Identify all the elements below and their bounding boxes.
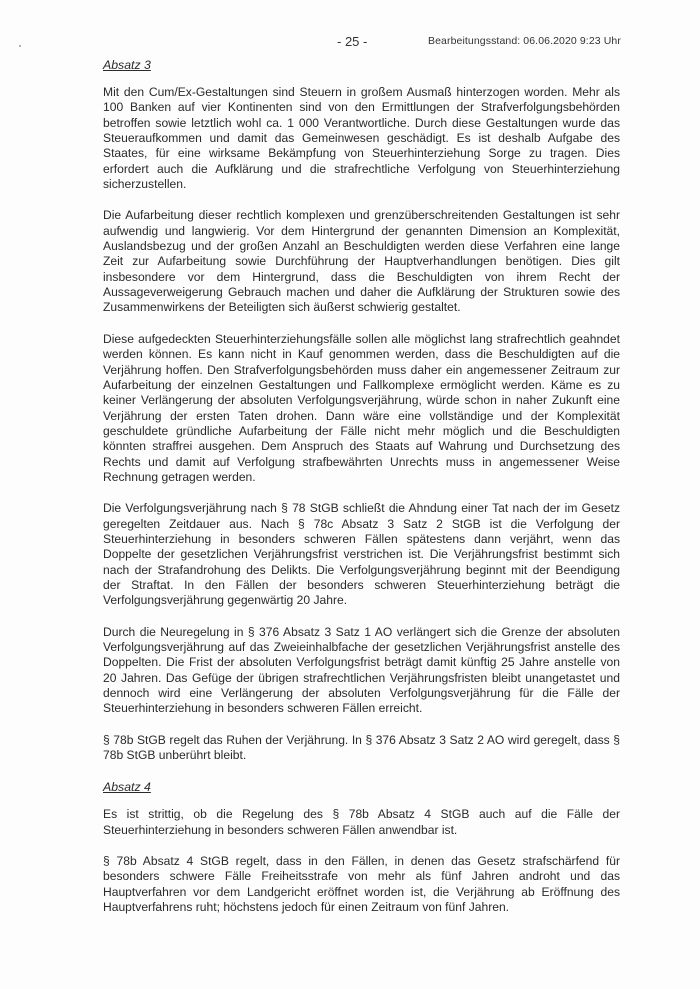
revision-status: Bearbeitungsstand: 06.06.2020 9:23 Uhr [428, 35, 621, 47]
paragraph: Durch die Neuregelung in § 376 Absatz 3 Satz 1 AO verlängert sich die Grenze der absoluten Verfolgungsverjährung auf das Zweieinhalbfache der gesetzlichen Verjährungsfrist anstelle des Doppelten. Die Frist der absoluten Verfolgungsfrist beträgt damit künftig 25 Jahre anstelle von 20 Jahren. Das Gefüge der übrigen strafrechtlichen Verjährungsfristen bleibt unangetastet und dennoch wird eine Verlängerung der absoluten Verfolgungsverjährung für die Fälle der Steuerhinterziehung in besonders schweren Fällen erreicht. [103, 624, 620, 716]
paragraph: Es ist strittig, ob die Regelung des § 78b Absatz 4 StGB auch auf die Fälle der Steuerhinterziehung in besonders schweren Fällen anwendbar ist. [103, 807, 620, 837]
section-heading-absatz-3: Absatz 3 [103, 58, 151, 72]
scan-speck [19, 45, 21, 47]
paragraph: Diese aufgedeckten Steuerhinterziehungsfälle sollen alle möglichst lang strafrechtlich geahndet werden können. Es kann nicht in Kauf genommen werden, dass die Beschuldigten auf die Verjährung hoffen. Den Strafverfolgungsbehörden muss daher ein angemessener Zeitraum zur Aufarbeitung der einzelnen Gestaltungen und Fallkomplexe ermöglicht werden. Käme es zu keiner Verlängerung der absoluten Verfolgungsverjährung, würde schon in naher Zukunft eine Verjährung der ersten Taten drohen. Dann wäre eine vollständige und der Komplexität geschuldete gründliche Aufarbeitung der Fälle nicht mehr möglich und die Beschuldigten könnten straffrei ausgehen. Dem Anspruch des Staats auf Wahrung und Durchsetzung des Rechts und damit auf Verfolgung strafbewährten Unrechts muss in angemessener Weise Rechnung getragen werden. [103, 331, 620, 484]
paragraph: Die Aufarbeitung dieser rechtlich komplexen und grenzüberschreitenden Gestaltungen ist sehr aufwendig und langwierig. Vor dem Hintergrund der genannten Dimension an Komplexität, Auslandsbezug und der großen Anzahl an Beschuldigten werden diese Verfahren eine lange Zeit zur Aufarbeitung sowie Durchführung der Hauptverhandlungen benötigen. Dies gilt insbesondere vor dem Hintergrund, dass die Beschuldigten von ihrem Recht der Aussageverweigerung Gebrauch machen und daher die Aufklärung der Strukturen sowie des Zusammenwirkens der Beteiligten sich äußerst schwierig gestaltet. [103, 208, 620, 315]
section-heading-absatz-4: Absatz 4 [103, 780, 151, 795]
page-number: - 25 - [337, 34, 368, 49]
paragraph: § 78b StGB regelt das Ruhen der Verjährung. In § 376 Absatz 3 Satz 2 AO wird geregelt, dass § 78b StGB unberührt bleibt. [103, 732, 620, 763]
document-body [103, 57, 620, 915]
paragraph: Mit den Cum/Ex-Gestaltungen sind Steuern in großem Ausmaß hinterzogen worden. Mehr als 100 Banken auf vier Kontinenten sind von den Ermittlungen der Strafverfolgungsbehörden betroffen sowie letztlich wohl ca. 1 000 Verantwortliche. Durch diese Gestaltungen wurde das Steueraufkommen und damit das Gemeinwesen geschädigt. Es ist deshalb Aufgabe des Staates, für eine wirksame Bekämpfung von Steuerhinterziehung Sorge zu tragen. Dies erfordert auch die Aufklärung und die strafrechtliche Verfolgung von Steuerhinterziehung sicherzustellen. [103, 85, 620, 192]
paragraph: Die Verfolgungsverjährung nach § 78 StGB schließt die Ahndung einer Tat nach der im Gesetz geregelten Zeitdauer aus. Nach § 78c Absatz 3 Satz 2 StGB ist die Verfolgung der Steuerhinterziehung in besonders schweren Fällen spätestens dann verjährt, wenn das Doppelte der gesetzlichen Verjährungsfrist verstrichen ist. Die Verjährungsfrist bestimmt sich nach der Strafandrohung des Delikts. Die Verfolgungsverjährung beginnt mit der Beendigung der Straftat. In den Fällen der besonders schweren Steuerhinterziehung beträgt die Verfolgungsverjährung gegenwärtig 20 Jahre. [103, 501, 620, 608]
paragraph: § 78b Absatz 4 StGB regelt, dass in den Fällen, in denen das Gesetz strafschärfend für besonders schwere Fälle Freiheitsstrafe von mehr als fünf Jahren androht und das Hauptverfahren vor dem Landgericht eröffnet worden ist, die Verjährung ab Eröffnung des Hauptverfahrens ruht; höchstens jedoch für einen Zeitraum von fünf Jahren. [103, 854, 620, 915]
page-header [0, 34, 700, 50]
